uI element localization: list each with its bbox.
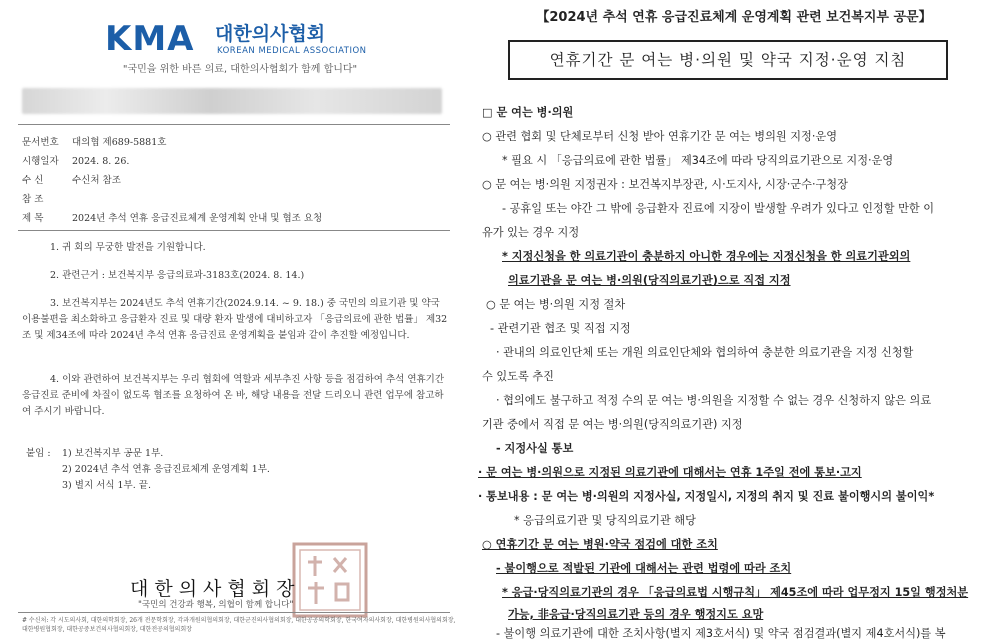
meta-date: 시행일자 2024. 8. 26. bbox=[22, 156, 130, 167]
paragraph-4: 4. 이와 관련하여 보건복지부는 우리 협회에 역할과 세부추진 사항 등을 점검하여 추석 연휴기간 응급진료 준비에 차질이 없도록 협조를 요청하여 온 바, 해당 내용을 전달 드리오니 관련 업무에 참고하여 주시기 바랍니다. bbox=[22, 374, 445, 417]
emphasis-bullet-line: ○ 연휴기간 문 여는 병원·약국 점검에 대한 조치 bbox=[482, 538, 718, 551]
emphasis-note-line: * 응급·당직의료기관의 경우 「응급의료법 시행규칙」 제45조에 따라 업무정지 15일 행정처분 bbox=[502, 586, 969, 599]
header-divider bbox=[18, 124, 450, 125]
continuation-line: 기관 중에서 직접 문 여는 병·의원(당직의료기관) 지정 bbox=[482, 418, 743, 431]
attachment-1: 1) 보건복지부 공문 1부. bbox=[62, 448, 164, 459]
paragraph-1: 1. 귀 회의 무궁한 발전을 기원합니다. bbox=[50, 242, 206, 253]
continuation-line: 수 있도록 추진 bbox=[482, 370, 554, 383]
kma-logo-mark: KMA bbox=[105, 19, 195, 59]
official-seal-icon bbox=[290, 540, 370, 620]
section-heading: □ 문 여는 병·의원 bbox=[482, 106, 574, 119]
emphasis-note-line: 가능, 非응급·당직의료기관 등의 경우 행정지도 요망 bbox=[508, 608, 764, 621]
signature-name: 대한의사협회장 bbox=[130, 578, 301, 600]
mohw-guideline-page bbox=[468, 0, 1000, 643]
dash-line: - 불이행 의료기관에 대한 조치사항(별지 제3호서식) 및 약국 점검결과(별지 제4호서식)를 복 bbox=[496, 627, 946, 640]
kma-logo-korean: 대한의사협회 bbox=[215, 23, 326, 45]
meta-recipient: 수 신 수신처 참조 bbox=[22, 175, 121, 186]
dash-line: - 지정사실 통보 bbox=[496, 442, 574, 455]
meta-doc-number: 문서번호 대의협 제689-5881호 bbox=[22, 137, 167, 148]
continuation-line: 유가 있는 경우 지정 bbox=[482, 226, 580, 239]
redacted-recipient-bar bbox=[22, 88, 442, 114]
kma-official-letter bbox=[0, 0, 468, 643]
meta-divider bbox=[18, 230, 450, 231]
recipient-list-footer: # 수신처: 각 시도의사회, 대한의학회장, 26개 전문학회장, 각과개원의협의회장, 대한군진의사협의회장, 대한공공의학회장, 한국여자의사회장, 대한병원의사협의회장, 대한병원협회장, 대한공중보건의사협의회장, 대한전공의협의회장 bbox=[22, 617, 456, 633]
bullet-line: ○ 관련 협회 및 단체로부터 신청 받아 연휴기간 문 여는 병의원 지정·운영 bbox=[482, 130, 838, 143]
kma-logo-english: KOREAN MEDICAL ASSOCIATION bbox=[217, 46, 367, 56]
meta-subject: 제 목 2024년 추석 연휴 응급진료체계 운영계획 안내 및 협조 요청 bbox=[22, 213, 323, 224]
emphasis-note-line: 의료기관을 문 여는 병·의원(당직의료기관)으로 직접 지정 bbox=[508, 274, 791, 287]
guideline-title-box bbox=[508, 40, 948, 80]
bullet-line: ○ 문 여는 병·의원 지정권자 : 보건복지부장관, 시·도지사, 시장·군수·구청장 bbox=[482, 178, 848, 191]
note-line: * 필요 시 「응급의료에 관한 법률」 제34조에 따라 당직의료기관으로 지정·운영 bbox=[502, 154, 894, 167]
signature-slogan: "국민의 건강과 행복, 의협이 함께 합니다" bbox=[138, 600, 294, 610]
dash-line: - 공휴일 또는 야간 그 밖에 응급환자 진료에 지장이 발생할 우려가 있다고 인정할 만한 이 bbox=[502, 202, 935, 215]
meta-reference: 참 조 bbox=[22, 194, 44, 205]
attachments-label: 붙임 : bbox=[26, 448, 51, 459]
paragraph-2: 2. 관련근거 : 보건복지부 응급의료과-3183호(2024. 8. 14.) bbox=[50, 270, 305, 281]
emphasis-note-line: * 지정신청을 한 의료기관이 충분하지 아니한 경우에는 지정신청을 한 의료기관외의 bbox=[502, 250, 911, 263]
dot-line: · 관내의 의료인단체 또는 개원 의료인단체와 협의하여 충분한 의료기관을 지정 신청할 bbox=[496, 346, 914, 359]
footer-divider bbox=[18, 612, 450, 613]
emphasis-dot-line: · 문 여는 병·의원으로 지정된 의료기관에 대해서는 연휴 1주일 전에 통보·고지 bbox=[478, 466, 862, 479]
attachment-3: 3) 별지 서식 1부. 끝. bbox=[62, 480, 151, 491]
bullet-line: ○ 문 여는 병·의원 지정 절차 bbox=[486, 298, 626, 311]
guideline-header: 【2024년 추석 연휴 응급진료체계 운영계획 관련 보건복지부 공문】 bbox=[536, 10, 932, 25]
guideline-title: 연휴기간 문 여는 병·의원 및 약국 지정·운영 지침 bbox=[549, 51, 907, 69]
kma-motto: "국민을 위한 바른 의료, 대한의사협회가 함께 합니다" bbox=[122, 64, 358, 75]
note-line: * 응급의료기관 및 당직의료기관 해당 bbox=[514, 514, 696, 527]
dash-line: - 관련기관 협조 및 직접 지정 bbox=[490, 322, 631, 335]
dot-line: · 통보내용 : 문 여는 병·의원의 지정사실, 지정일시, 지정의 취지 및 진료 불이행시의 불이익* bbox=[478, 490, 935, 503]
emphasis-dash-line: - 불이행으로 적발된 기관에 대해서는 관련 법령에 따라 조치 bbox=[496, 562, 792, 575]
attachment-2: 2) 2024년 추석 연휴 응급진료체계 운영계획 1부. bbox=[62, 464, 270, 475]
dot-line: · 협의에도 불구하고 적정 수의 문 여는 병·의원을 지정할 수 없는 경우 신청하지 않은 의료 bbox=[496, 394, 932, 407]
paragraph-3: 3. 보건복지부는 2024년도 추석 연휴기간(2024.9.14. ~ 9. 18.) 중 국민의 의료기관 및 약국 이용불편을 최소화하고 응급환자 진료 및 대량 환자 발생에 대비하고자 「응급의료에 관한 법률」 제32조 및 제34조에 따라 2024년 추석 연휴 응급진료 운영계획을 붙임과 같이 추진할 예정입니다. bbox=[22, 298, 448, 341]
